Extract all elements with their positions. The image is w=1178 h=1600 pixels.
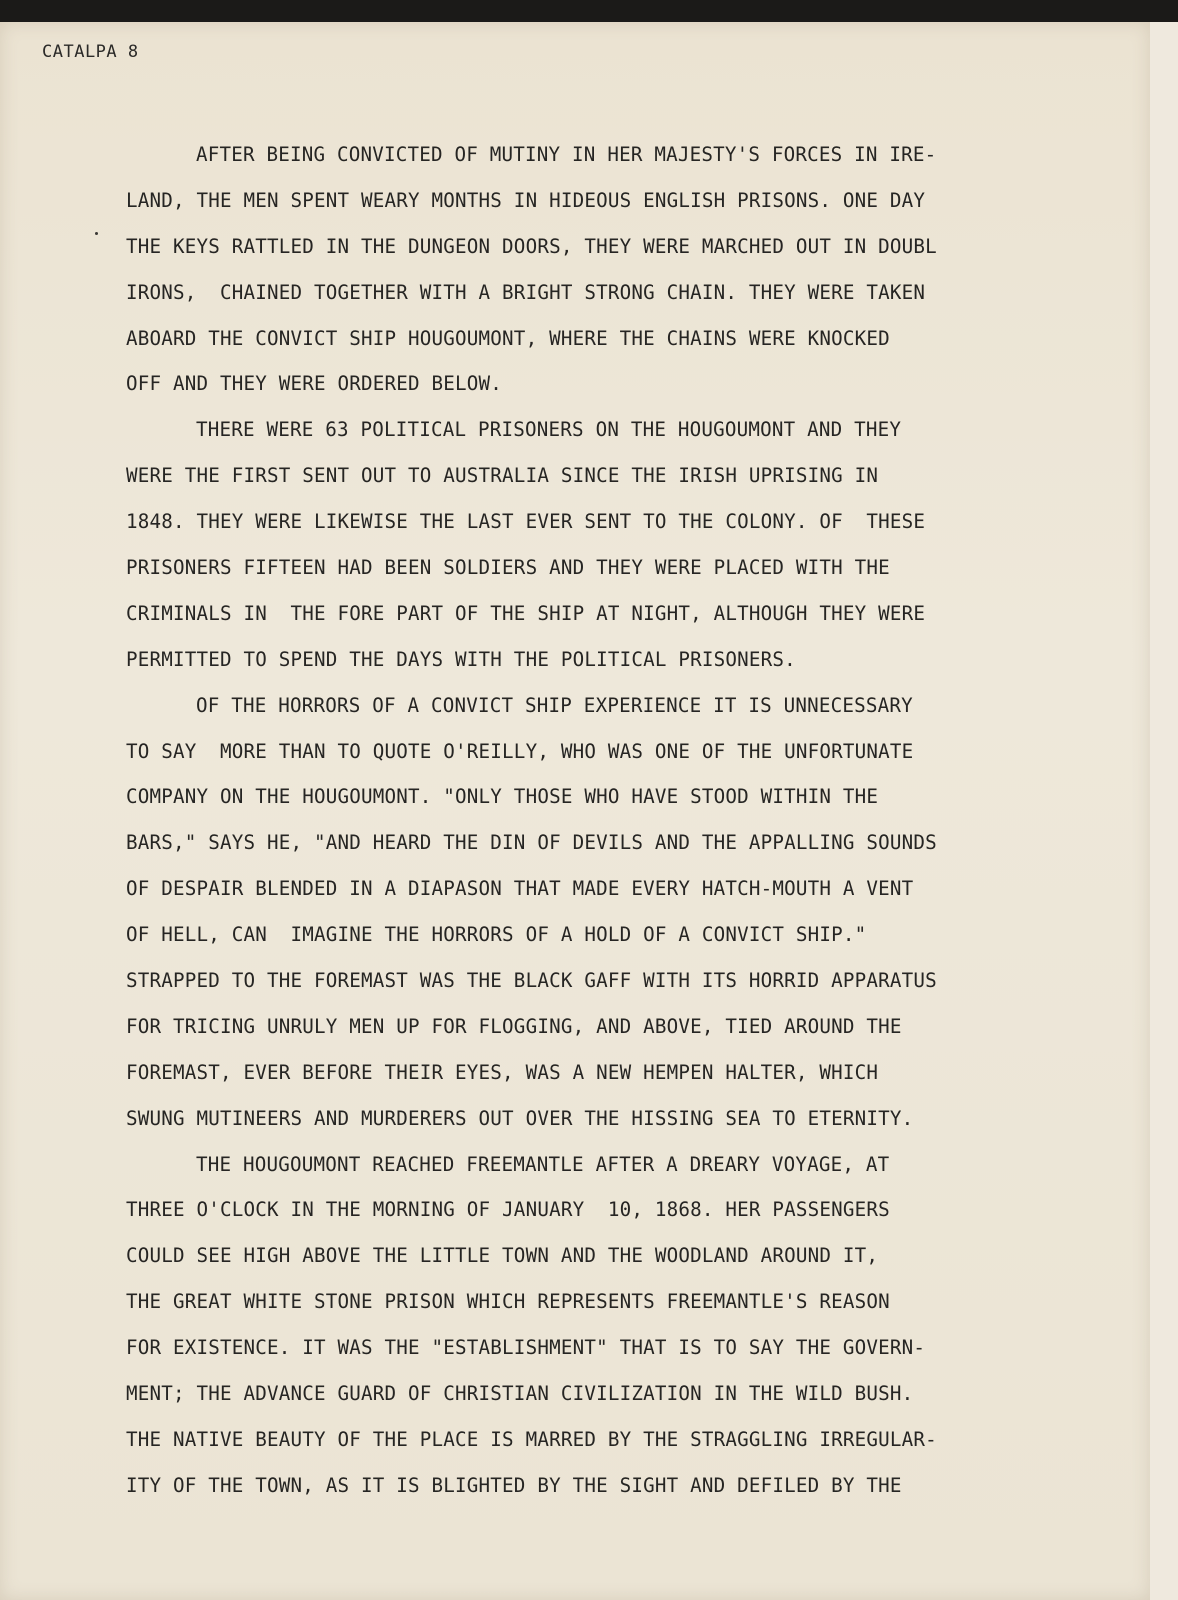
text-line: COULD SEE HIGH ABOVE THE LITTLE TOWN AND THE WOODLAND AROUND IT, [126,1244,879,1268]
paragraph-4 [126,1142,1126,1509]
text-line: LAND, THE MEN SPENT WEARY MONTHS IN HIDEOUS ENGLISH PRISONS. ONE DAY [126,188,926,212]
text-line: STRAPPED TO THE FOREMAST WAS THE BLACK GAFF WITH ITS HORRID APPARATUS [126,969,937,993]
paragraph-2 [126,407,1126,682]
text-line: ITY OF THE TOWN, AS IT IS BLIGHTED BY THE SIGHT AND DEFILED BY THE [126,1473,902,1497]
text-line: OF DESPAIR BLENDED IN A DIAPASON THAT MADE EVERY HATCH-MOUTH A VENT [126,877,914,901]
page-body [126,132,1126,1509]
text-line: SWUNG MUTINEERS AND MURDERERS OUT OVER THE HISSING SEA TO ETERNITY. [126,1106,914,1130]
text-line: 1848. THEY WERE LIKEWISE THE LAST EVER SENT TO THE COLONY. OF THESE [126,510,926,534]
text-line: THE GREAT WHITE STONE PRISON WHICH REPRESENTS FREEMANTLE'S REASON [126,1290,890,1314]
paragraph-3 [126,683,1126,1142]
text-line: FOR TRICING UNRULY MEN UP FOR FLOGGING, AND ABOVE, TIED AROUND THE [126,1014,902,1038]
text-line: CRIMINALS IN THE FORE PART OF THE SHIP AT NIGHT, ALTHOUGH THEY WERE [126,601,926,625]
text-line: THE KEYS RATTLED IN THE DUNGEON DOORS, THEY WERE MARCHED OUT IN DOUBL [126,234,937,258]
text-line: THREE O'CLOCK IN THE MORNING OF JANUARY 10, 1868. HER PASSENGERS [126,1198,890,1222]
text-line: THERE WERE 63 POLITICAL PRISONERS ON THE HOUGOUMONT AND THEY [196,418,902,442]
text-line: MENT; THE ADVANCE GUARD OF CHRISTIAN CIVILIZATION IN THE WILD BUSH. [126,1382,914,1406]
text-line: BARS," SAYS HE, "AND HEARD THE DIN OF DEVILS AND THE APPALLING SOUNDS [126,831,937,855]
text-line: FOR EXISTENCE. IT WAS THE "ESTABLISHMENT" THAT IS TO SAY THE GOVERN- [126,1336,926,1360]
text-line: OF THE HORRORS OF A CONVICT SHIP EXPERIENCE IT IS UNNECESSARY [196,693,913,717]
text-line: COMPANY ON THE HOUGOUMONT. "ONLY THOSE WHO HAVE STOOD WITHIN THE [126,785,879,809]
text-line: WERE THE FIRST SENT OUT TO AUSTRALIA SINCE THE IRISH UPRISING IN [126,464,879,488]
page-edge [1150,22,1178,1600]
text-line: IRONS, CHAINED TOGETHER WITH A BRIGHT STRONG CHAIN. THEY WERE TAKEN [126,280,926,304]
text-line: THE NATIVE BEAUTY OF THE PLACE IS MARRED BY THE STRAGGLING IRREGULAR- [126,1427,937,1451]
text-line: FOREMAST, EVER BEFORE THEIR EYES, WAS A NEW HEMPEN HALTER, WHICH [126,1060,879,1084]
margin-mark [95,232,98,235]
text-line: PRISONERS FIFTEEN HAD BEEN SOLDIERS AND THEY WERE PLACED WITH THE [126,556,890,580]
text-line: OF HELL, CAN IMAGINE THE HORRORS OF A HOLD OF A CONVICT SHIP." [126,923,867,947]
text-line: OFF AND THEY WERE ORDERED BELOW. [126,372,503,396]
text-line: THE HOUGOUMONT REACHED FREEMANTLE AFTER A DREARY VOYAGE, AT [196,1152,890,1176]
text-line: ABOARD THE CONVICT SHIP HOUGOUMONT, WHERE THE CHAINS WERE KNOCKED [126,326,890,350]
text-line: AFTER BEING CONVICTED OF MUTINY IN HER MAJESTY'S FORCES IN IRE- [196,143,937,166]
paragraph-1 [126,132,1126,407]
text-line: TO SAY MORE THAN TO QUOTE O'REILLY, WHO WAS ONE OF THE UNFORTUNATE [126,739,914,763]
text-line: PERMITTED TO SPEND THE DAYS WITH THE POLITICAL PRISONERS. [126,647,796,671]
page-header: CATALPA 8 [42,42,139,62]
